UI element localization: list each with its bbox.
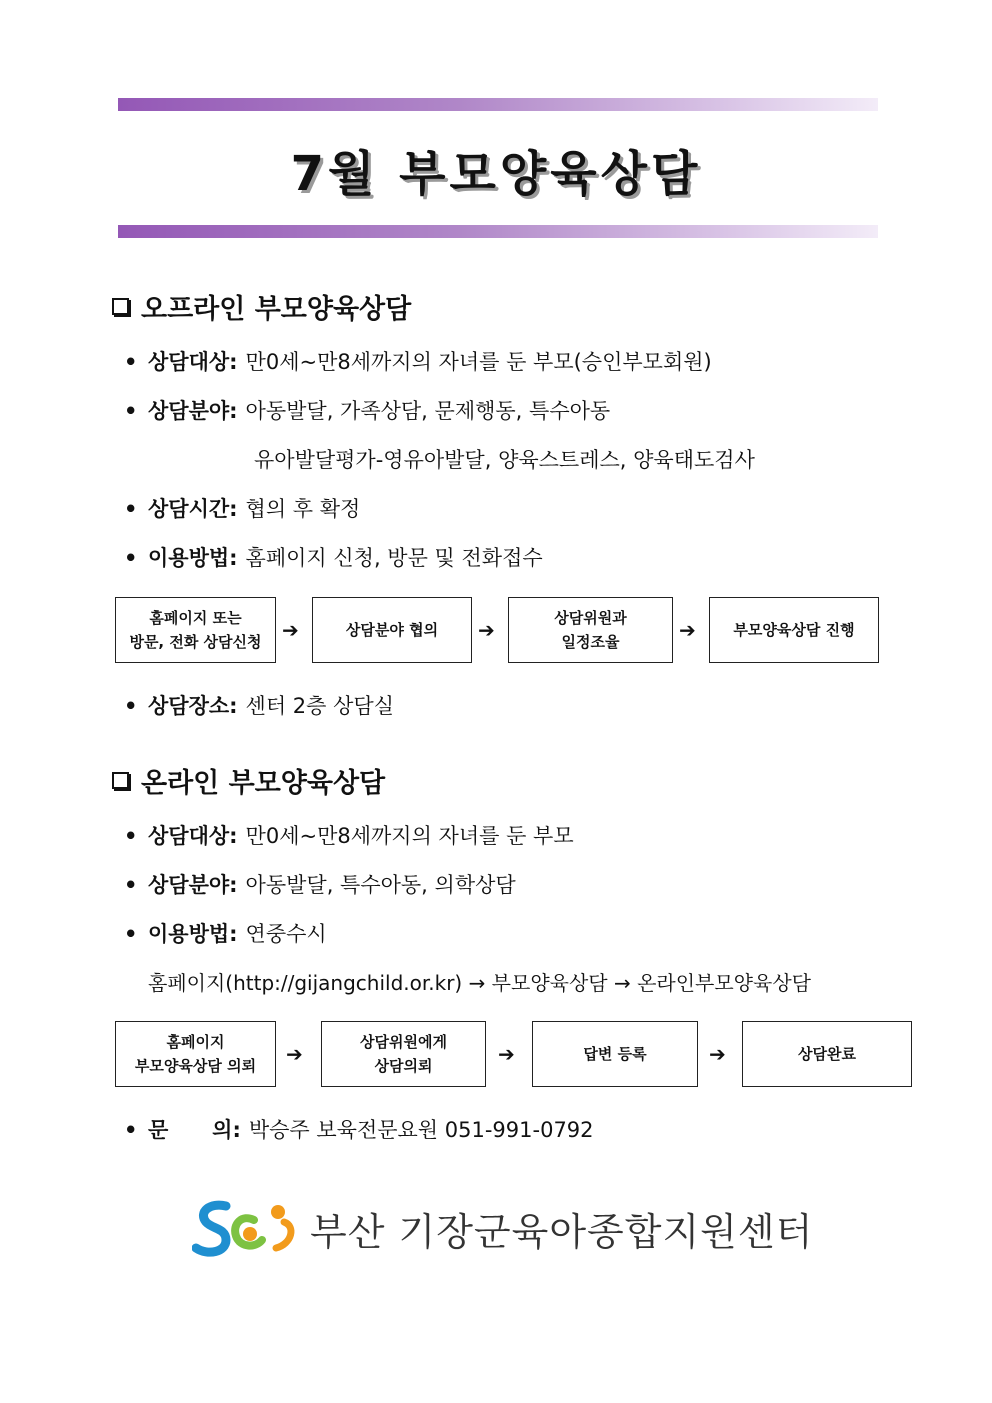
bullet-icon: •: [124, 350, 138, 374]
online-target-label: 상담대상:: [148, 824, 238, 848]
online-target-value: 만0세~만8세까지의 자녀를 둔 부모: [245, 824, 574, 848]
arrow-right-icon: ➔: [498, 1042, 515, 1066]
offline-step-3-text: 상담위원과 일정조율: [554, 609, 627, 651]
bullet-icon: •: [124, 873, 138, 897]
offline-place-label: 상담장소:: [148, 694, 238, 718]
checkbox-square-icon: [112, 772, 129, 789]
offline-step-2-text: 상담분야 협의: [345, 621, 439, 639]
offline-target-label: 상담대상:: [148, 350, 238, 374]
organization-logo: [192, 1196, 813, 1260]
online-target-row: [124, 820, 574, 850]
online-step-3-box: [532, 1021, 698, 1087]
offline-step-1-box: [115, 597, 276, 663]
online-step-1-text: 홈페이지 부모양육상담 의뢰: [134, 1033, 257, 1075]
bullet-icon: •: [124, 922, 138, 946]
offline-field-label: 상담분야:: [148, 399, 238, 423]
offline-step-2-box: [312, 597, 472, 663]
page-title: 7월 부모양육상담: [290, 146, 702, 202]
offline-method-row: [124, 542, 543, 572]
offline-method-value: 홈페이지 신청, 방문 및 전화접수: [245, 546, 543, 570]
contact-row: [124, 1114, 594, 1144]
arrow-right-icon: ➔: [282, 618, 299, 642]
offline-time-label: 상담시간:: [148, 497, 238, 521]
offline-place-row: [124, 690, 394, 720]
offline-section-heading: [112, 287, 411, 326]
bottom-decorative-bar: [118, 225, 878, 238]
center-logo-icon: [192, 1196, 300, 1260]
contact-label: 문 의:: [148, 1118, 241, 1142]
top-decorative-bar: [118, 98, 878, 111]
online-step-2-box: [321, 1021, 486, 1087]
offline-step-4-box: [709, 597, 879, 663]
offline-heading-text: 오프라인 부모양육상담: [141, 294, 412, 325]
online-step-2-text: 상담위원에게 상담의뢰: [360, 1033, 447, 1075]
bullet-icon: •: [124, 399, 138, 423]
offline-field-value-continued: 유아발달평가-영유아발달, 양육스트레스, 양육태도검사: [254, 448, 755, 472]
offline-method-label: 이용방법:: [148, 546, 238, 570]
online-step-4-box: [742, 1021, 912, 1087]
online-field-value: 아동발달, 특수아동, 의학상담: [245, 873, 516, 897]
online-method-row: [124, 918, 327, 948]
offline-step-1-text: 홈페이지 또는 방문, 전화 상담신청: [129, 609, 262, 651]
online-field-label: 상담분야:: [148, 873, 238, 897]
arrow-right-icon: ➔: [679, 618, 696, 642]
online-step-1-box: [115, 1021, 276, 1087]
bullet-icon: •: [124, 824, 138, 848]
online-path-text: 홈페이지(http://gijangchild.or.kr) → 부모양육상담 → 온라인부모양육상담: [148, 971, 811, 995]
offline-step-4-text: 부모양육상담 진행: [733, 621, 855, 639]
online-section-heading: [112, 761, 385, 800]
arrow-right-icon: ➔: [709, 1042, 726, 1066]
offline-field-row: [124, 395, 610, 425]
online-step-3-text: 답변 등록: [583, 1045, 647, 1063]
arrow-right-icon: ➔: [286, 1042, 303, 1066]
offline-time-row: [124, 493, 360, 523]
online-method-label: 이용방법:: [148, 922, 238, 946]
bullet-icon: •: [124, 694, 138, 718]
offline-field-value: 아동발달, 가족상담, 문제행동, 특수아동: [245, 399, 611, 423]
offline-step-3-box: [508, 597, 673, 663]
offline-target-value: 만0세~만8세까지의 자녀를 둔 부모(승인부모회원): [245, 350, 712, 374]
bullet-icon: •: [124, 546, 138, 570]
offline-place-value: 센터 2층 상담실: [245, 694, 394, 718]
arrow-right-icon: ➔: [478, 618, 495, 642]
online-method-value: 연중수시: [245, 922, 327, 946]
bullet-icon: •: [124, 1118, 138, 1142]
offline-target-row: [124, 346, 712, 376]
bullet-icon: •: [124, 497, 138, 521]
online-step-4-text: 상담완료: [798, 1045, 856, 1063]
offline-time-value: 협의 후 확정: [245, 497, 361, 521]
contact-value: 박승주 보육전문요원 051-991-0792: [248, 1118, 594, 1142]
online-field-row: [124, 869, 516, 899]
online-heading-text: 온라인 부모양육상담: [141, 768, 386, 799]
checkbox-square-icon: [112, 298, 129, 315]
organization-name: 부산 기장군육아종합지원센터: [310, 1209, 814, 1254]
